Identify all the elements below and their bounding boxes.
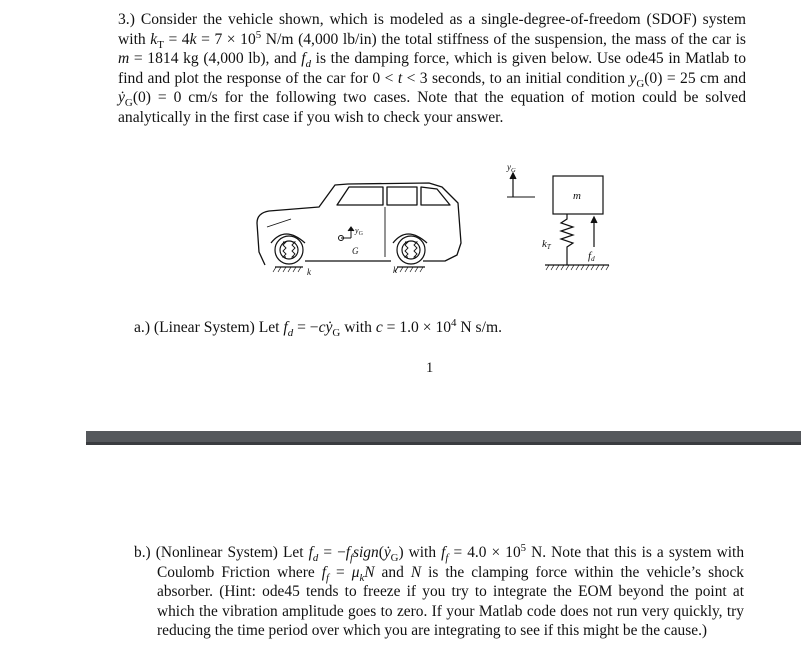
mass-label: m xyxy=(573,190,581,202)
front-spring-label: k xyxy=(307,267,311,277)
front-wheel xyxy=(273,236,303,272)
car-hood-line xyxy=(267,219,291,227)
car-middle-window xyxy=(387,187,417,205)
rear-spring-label: k xyxy=(393,265,397,275)
page-separator xyxy=(86,431,801,445)
rear-wheel xyxy=(395,236,425,272)
spring-symbol xyxy=(561,214,573,265)
vehicle-sdof-figure xyxy=(245,157,625,297)
stiffness-label: kT xyxy=(542,238,551,251)
damping-label: fd xyxy=(588,250,595,263)
car-displacement-label: $y_G$ xyxy=(355,226,363,237)
page-number: 1 xyxy=(426,360,434,376)
car-body-outline xyxy=(257,183,461,265)
car-rear-window xyxy=(421,187,450,205)
model-displacement-label: $y_G$ xyxy=(507,162,516,174)
car-drawing xyxy=(257,183,461,265)
car-front-window xyxy=(337,187,383,205)
part-b-statement: b.) (Nonlinear System) Let $f_d$ = $-f_fsign(ẏ_G)$ with $f_f = 4.0 \times 10^5$ N. Note that this is a system with Coulomb Friction where $f_f = \mu_kN$ and N is the clamping force within the vehicle’s shock absorber. (Hint: ode45 tends to freeze if you try to integrate the EOM beyond the point at which the vibration amplitude goes to zero. If your Matlab code does not run very quickly, try reducing the time period over which you are integrating to see if this might be the cause.) xyxy=(134,541,745,640)
part-a-statement: a.) (Linear System) Let $f_d$ = −cẏ$_G$ with $c = 1.0 \times 10^4$ N s/m. xyxy=(134,316,502,340)
center-of-gravity-marker xyxy=(339,227,355,241)
cg-label: G xyxy=(352,246,359,256)
problem-statement: 3.) Consider the vehicle shown, which is modeled as a single-degree-of-freedom (SDOF) system with $k_T = 4k = 7 \times 10^5$ N/m (4,000 lb/in) the total stiffness of the suspension, the mass of the car is m = 1814 kg (4,000 lb), and $f_d$ is the damping force, which is given below. Use ode45 in Matlab to find and plot the response of the car for 0 < t < 3 seconds, to an initial condition $y_G(0) = 25$ cm and ẏ$_G$(0) = 0 cm/s for the following two cases. Note that the equation of motion could be solved analytically in the first case if you wish to check your answer. xyxy=(118,11,746,126)
